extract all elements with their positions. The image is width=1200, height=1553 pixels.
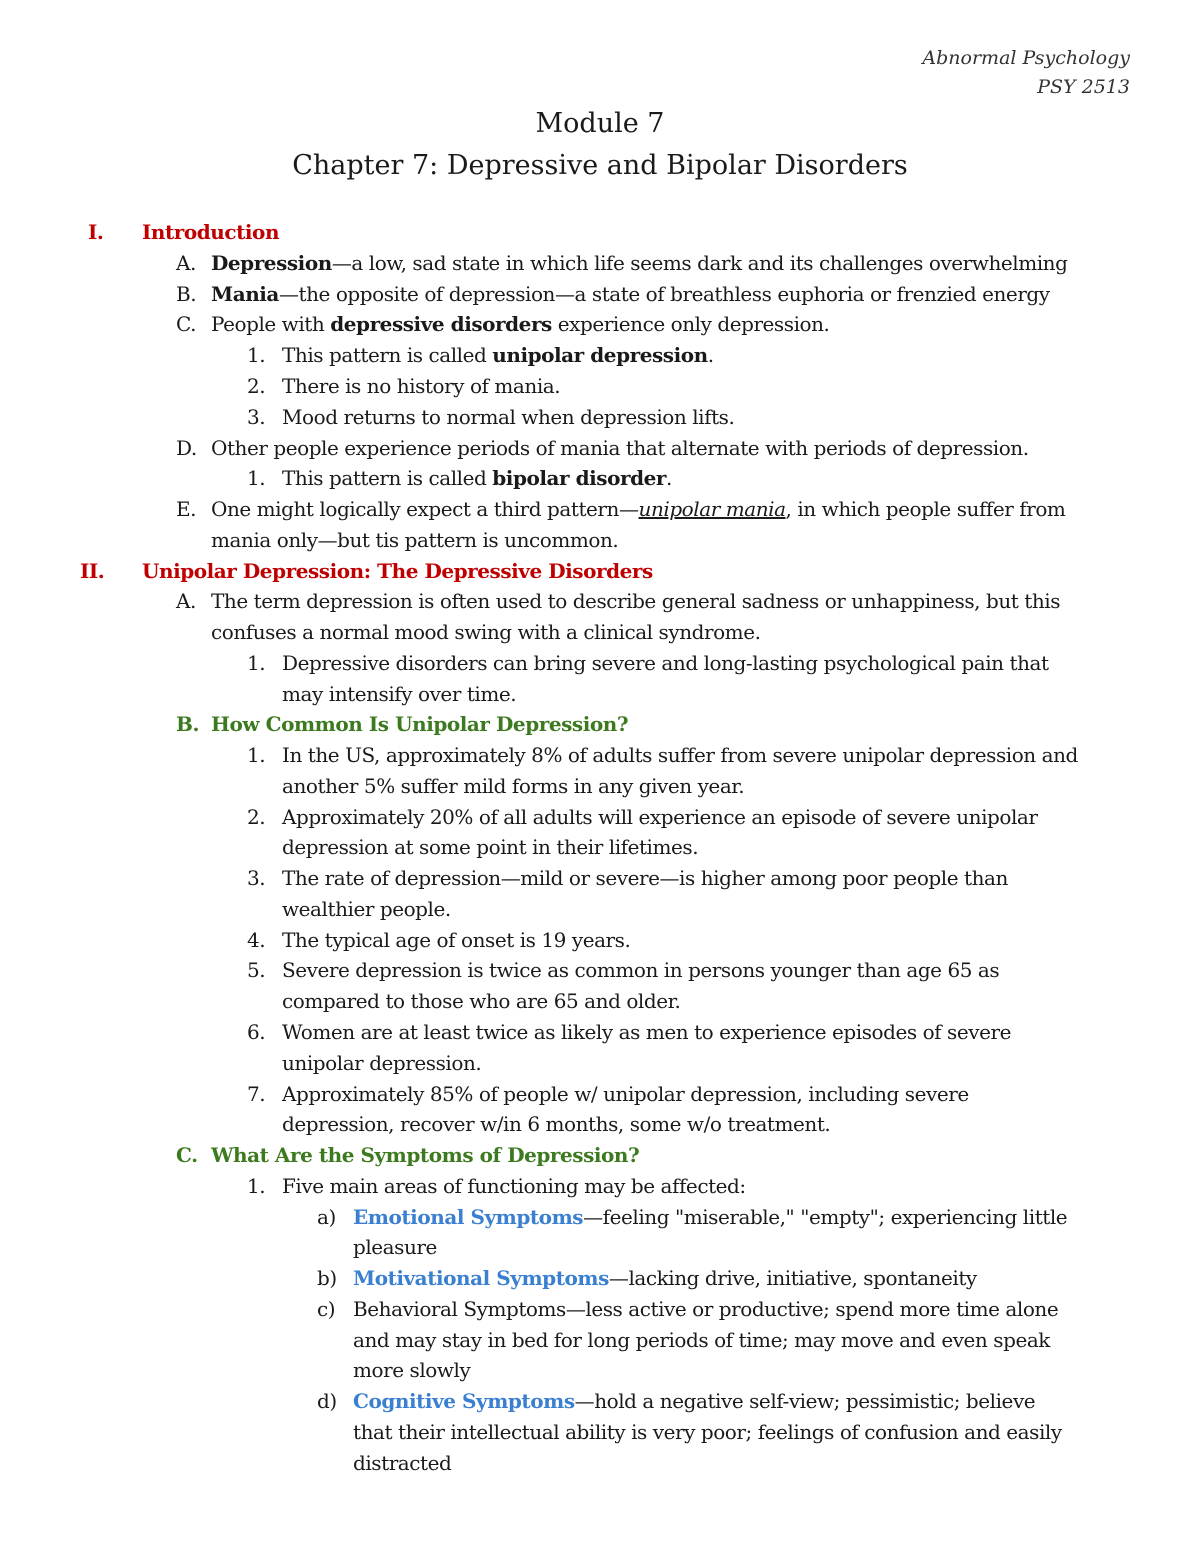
list-item-continuation: mania only—but tis pattern is uncommon. [211, 528, 619, 552]
subsection-b-heading: How Common Is Unipolar Depression? [211, 712, 629, 736]
list-item-continuation: unipolar depression. [282, 1051, 482, 1075]
list-item: Mood returns to normal when depression lifts. [282, 405, 735, 429]
list-item-continuation: wealthier people. [282, 897, 451, 921]
item-marker: 5. [247, 958, 266, 982]
list-item-continuation: pleasure [353, 1235, 437, 1259]
list-item: Motivational Symptoms—lacking drive, initiative, spontaneity [353, 1266, 977, 1290]
list-item: Emotional Symptoms—feeling "miserable," "empty"; experiencing little [353, 1205, 1068, 1229]
item-marker: A. [176, 251, 196, 275]
term-cognitive-symptoms: Cognitive Symptoms [353, 1389, 575, 1413]
item-marker: 1. [247, 743, 266, 767]
subsection-c-marker: C. [176, 1143, 198, 1167]
list-item: Cognitive Symptoms—hold a negative self-view; pessimistic; believe [353, 1389, 1036, 1413]
term-unipolar-depression: unipolar depression [492, 343, 708, 367]
section-2-heading: Unipolar Depression: The Depressive Disorders [142, 559, 653, 583]
item-marker: 1. [247, 1174, 266, 1198]
list-item: Depression—a low, sad state in which life seems dark and its challenges overwhelming [211, 251, 1068, 275]
list-item: Severe depression is twice as common in persons younger than age 65 as [282, 958, 1000, 982]
item-marker: 6. [247, 1020, 266, 1044]
list-item-continuation: more slowly [353, 1358, 471, 1382]
list-item-continuation: distracted [353, 1451, 452, 1475]
list-item: The typical age of onset is 19 years. [282, 928, 631, 952]
list-item: Five main areas of functioning may be affected: [282, 1174, 746, 1198]
item-marker: d) [317, 1389, 337, 1413]
subsection-c-heading: What Are the Symptoms of Depression? [211, 1143, 640, 1167]
term-unipolar-mania: unipolar mania [638, 497, 786, 521]
list-item: In the US, approximately 8% of adults suffer from severe unipolar depression and [282, 743, 1078, 767]
module-title: Module 7 [535, 108, 665, 139]
list-item-continuation: depression at some point in their lifetimes. [282, 835, 699, 859]
item-marker: 3. [247, 866, 266, 890]
item-marker: 7. [247, 1082, 266, 1106]
term-depressive-disorders: depressive disorders [330, 312, 552, 336]
item-marker: 2. [247, 805, 266, 829]
list-item-continuation: and may stay in bed for long periods of time; may move and even speak [353, 1328, 1050, 1352]
list-item: Approximately 85% of people w/ unipolar depression, including severe [282, 1082, 969, 1106]
item-marker: E. [176, 497, 197, 521]
course-code: PSY 2513 [1037, 76, 1130, 98]
section-2-number: II. [80, 559, 105, 583]
list-item: Depressive disorders can bring severe and long-lasting psychological pain that [282, 651, 1049, 675]
list-item: Approximately 20% of all adults will experience an episode of severe unipolar [282, 805, 1038, 829]
term-motivational-symptoms: Motivational Symptoms [353, 1266, 609, 1290]
list-item-continuation: that their intellectual ability is very poor; feelings of confusion and easily [353, 1420, 1062, 1444]
list-item: Behavioral Symptoms—less active or productive; spend more time alone [353, 1297, 1059, 1321]
item-marker: 1. [247, 466, 266, 490]
list-item: There is no history of mania. [282, 374, 561, 398]
item-marker: c) [317, 1297, 336, 1321]
chapter-title: Chapter 7: Depressive and Bipolar Disorders [292, 150, 908, 181]
item-marker: 1. [247, 343, 266, 367]
item-marker: 1. [247, 651, 266, 675]
item-marker: 3. [247, 405, 266, 429]
item-marker: C. [176, 312, 197, 336]
list-item: One might logically expect a third pattern—unipolar mania, in which people suffer from [211, 497, 1066, 521]
item-marker: b) [317, 1266, 337, 1290]
list-item-continuation: may intensify over time. [282, 682, 517, 706]
item-marker: B. [176, 282, 197, 306]
list-item: Mania—the opposite of depression—a state of breathless euphoria or frenzied energy [211, 282, 1050, 306]
term-depression: Depression [211, 251, 332, 275]
item-marker: 4. [247, 928, 266, 952]
list-item: People with depressive disorders experience only depression. [211, 312, 830, 336]
section-1-heading: Introduction [142, 220, 280, 244]
list-item-continuation: depression, recover w/in 6 months, some w/o treatment. [282, 1112, 831, 1136]
course-name: Abnormal Psychology [922, 47, 1130, 69]
list-item: Women are at least twice as likely as men to experience episodes of severe [282, 1020, 1011, 1044]
item-marker: A. [176, 589, 196, 613]
section-1-number: I. [88, 220, 104, 244]
item-marker: a) [317, 1205, 336, 1229]
subsection-b-marker: B. [176, 712, 199, 736]
term-emotional-symptoms: Emotional Symptoms [353, 1205, 584, 1229]
list-item: This pattern is called bipolar disorder. [282, 466, 672, 490]
term-mania: Mania [211, 282, 279, 306]
list-item: The term depression is often used to describe general sadness or unhappiness, but this [211, 589, 1061, 613]
list-item: Other people experience periods of mania that alternate with periods of depression. [211, 436, 1029, 460]
term-bipolar-disorder: bipolar disorder [492, 466, 666, 490]
list-item-continuation: another 5% suffer mild forms in any given year. [282, 774, 745, 798]
list-item-continuation: confuses a normal mood swing with a clinical syndrome. [211, 620, 761, 644]
list-item-continuation: compared to those who are 65 and older. [282, 989, 681, 1013]
list-item: The rate of depression—mild or severe—is higher among poor people than [282, 866, 1008, 890]
item-marker: 2. [247, 374, 266, 398]
course-header [922, 44, 1130, 102]
list-item: This pattern is called unipolar depression. [282, 343, 714, 367]
item-marker: D. [176, 436, 197, 460]
